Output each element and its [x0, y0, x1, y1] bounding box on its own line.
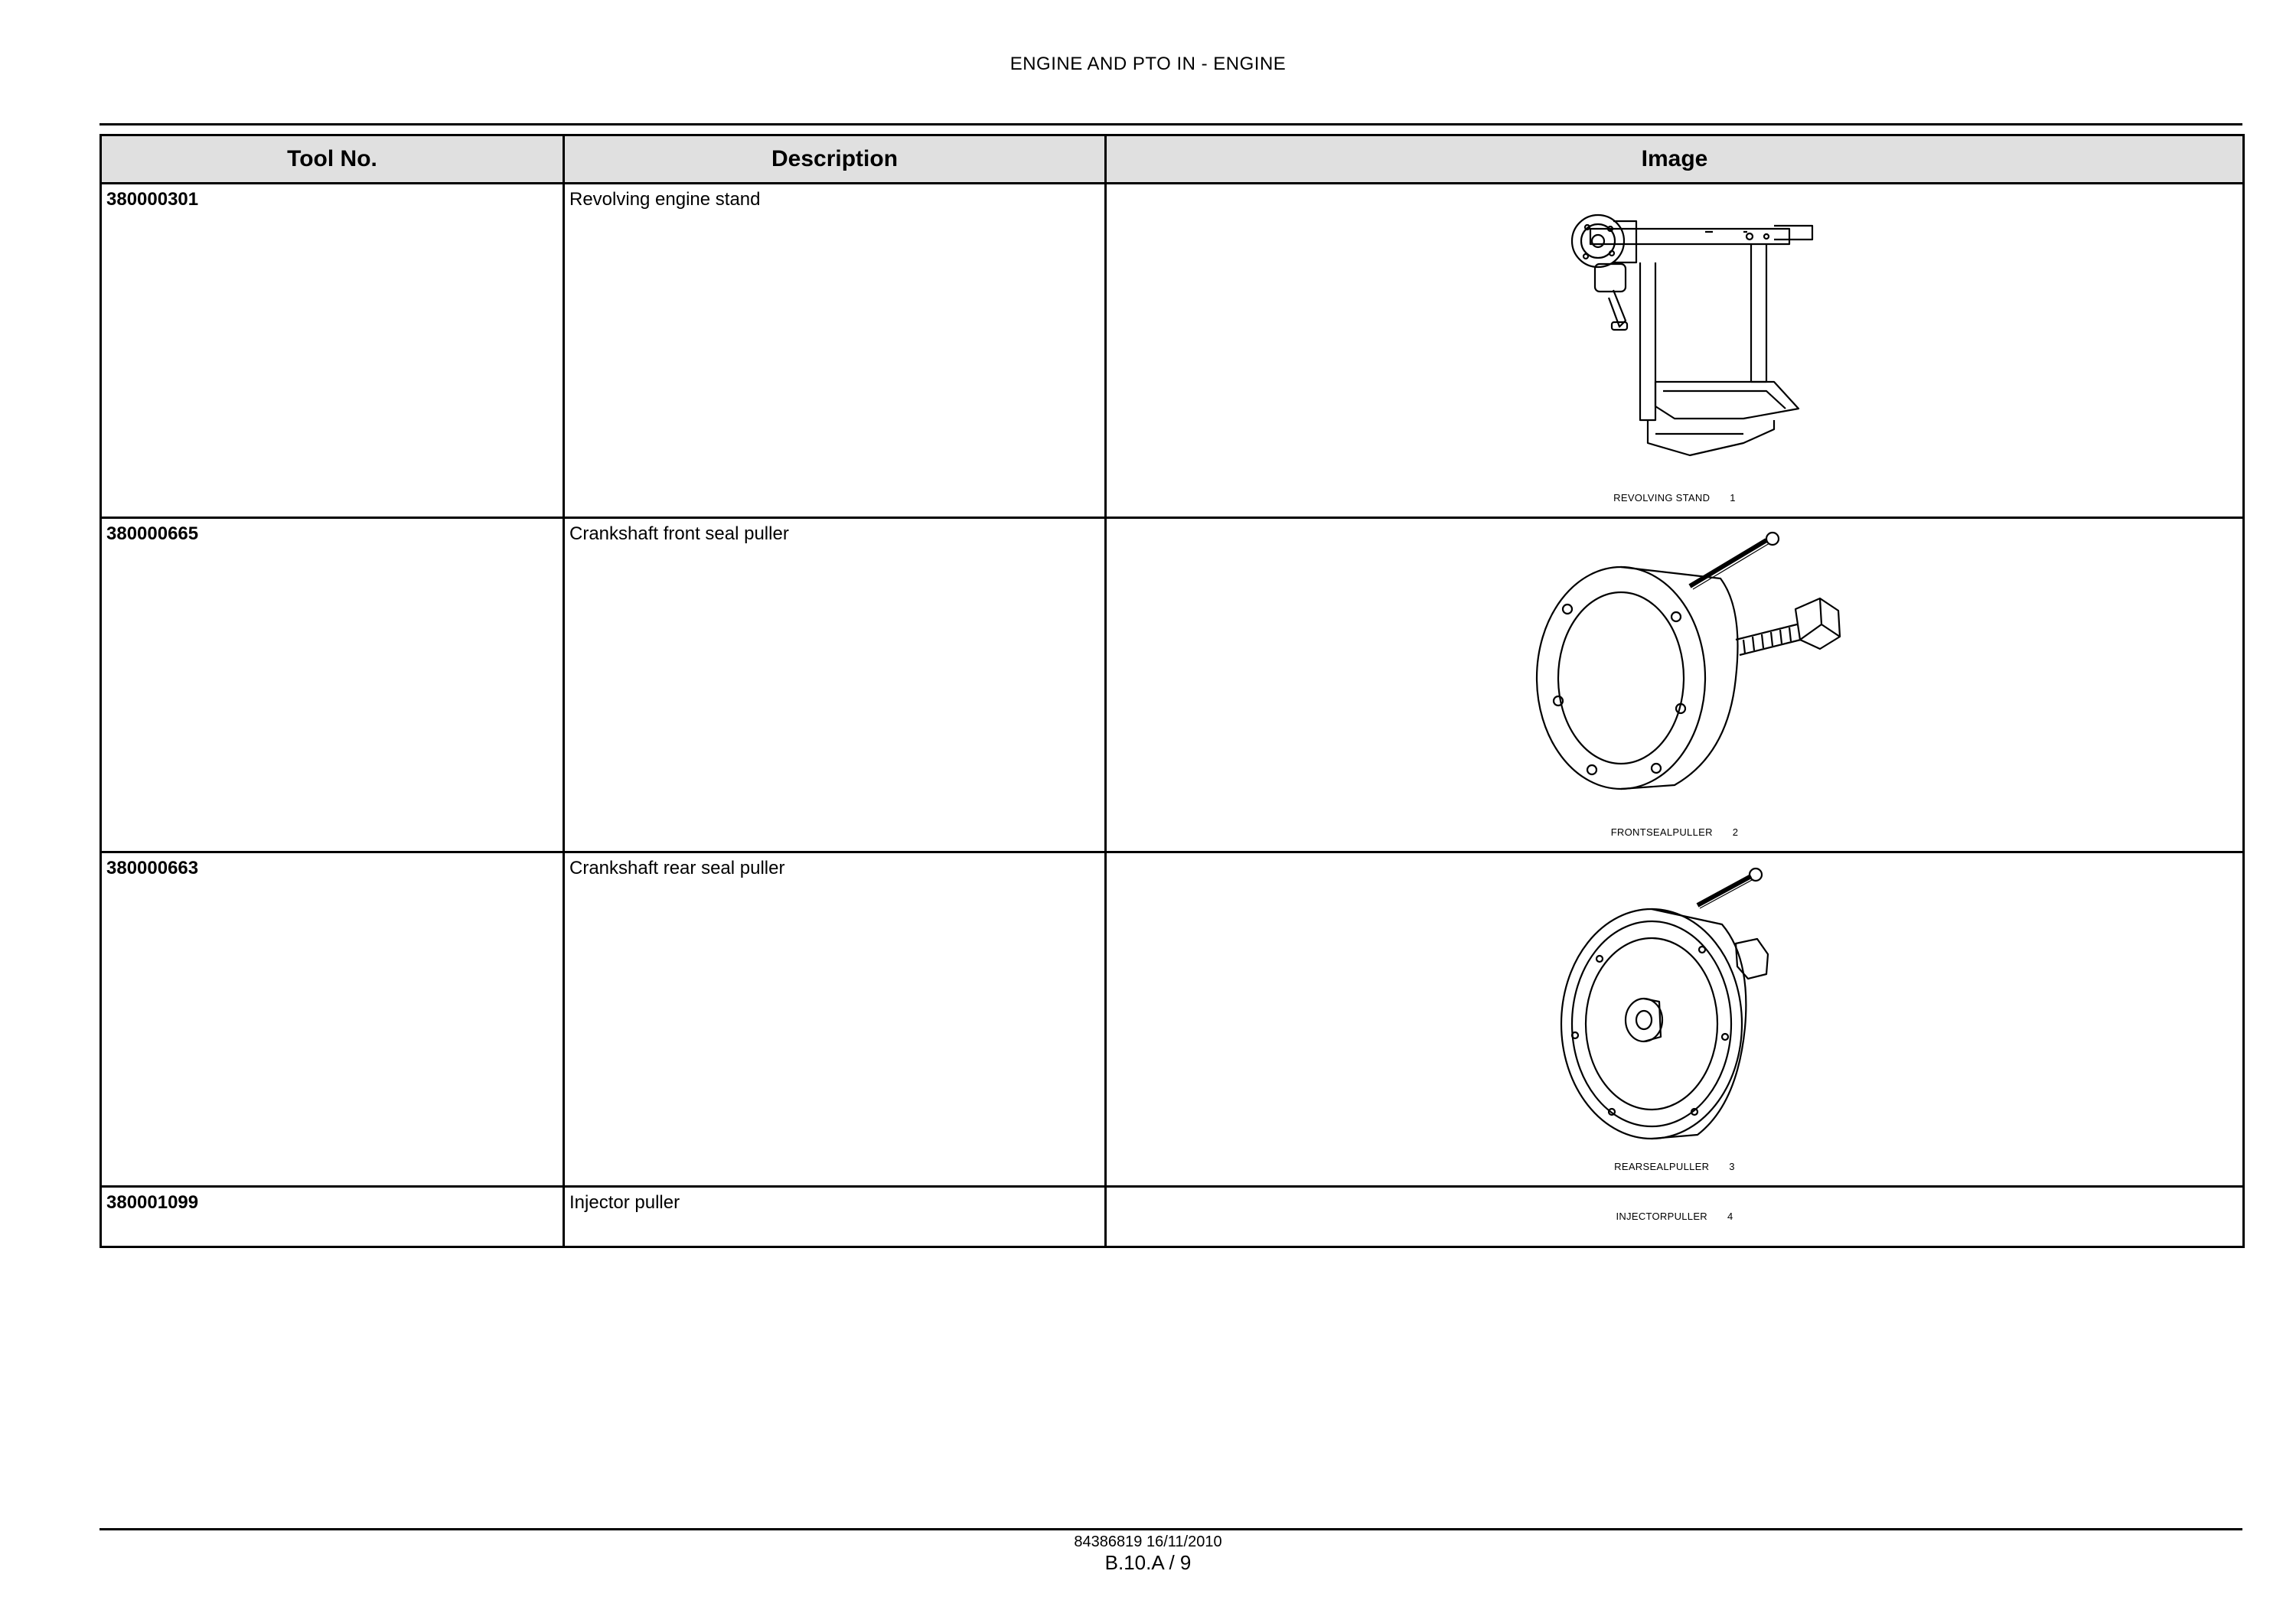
description-cell	[564, 1187, 1106, 1247]
rear-seal-puller-illustration	[1544, 859, 1805, 1142]
tool-description: Crankshaft front seal puller	[569, 523, 789, 544]
image-caption	[1107, 1211, 2242, 1222]
caption-text: REVOLVING STAND	[1613, 492, 1711, 504]
tool-number-cell	[101, 518, 564, 852]
description-cell	[564, 518, 1106, 852]
figure-number: 4	[1727, 1211, 1733, 1222]
table-row	[101, 518, 2244, 852]
tool-number: 380001099	[106, 1192, 199, 1213]
table-row	[101, 852, 2244, 1187]
table-header-row	[101, 135, 2244, 184]
image-cell	[1106, 184, 2244, 518]
tool-number-cell	[101, 184, 564, 518]
table-row	[101, 184, 2244, 518]
caption-text: INJECTORPULLER	[1616, 1211, 1707, 1222]
image-cell	[1106, 852, 2244, 1187]
tool-description: Crankshaft rear seal puller	[569, 858, 785, 878]
front-seal-puller-illustration	[1506, 525, 1843, 808]
figure-number: 3	[1729, 1161, 1735, 1172]
tool-number: 380000301	[106, 189, 199, 210]
document-code: 84386819 16/11/2010	[1074, 1533, 1222, 1550]
image-caption	[1107, 826, 2242, 838]
image-cell	[1106, 1187, 2244, 1247]
column-header-image: Image	[1106, 135, 2244, 184]
image-caption	[1107, 1161, 2242, 1172]
page-header-title: ENGINE AND PTO IN - ENGINE	[1009, 54, 1287, 74]
header-rule	[99, 123, 2242, 125]
tool-description: Injector puller	[569, 1192, 680, 1213]
table-row	[101, 1187, 2244, 1247]
figure-number: 1	[1730, 492, 1736, 504]
tool-number: 380000663	[106, 858, 199, 878]
figure-number: 2	[1732, 826, 1739, 838]
tool-number-cell	[101, 1187, 564, 1247]
description-cell	[564, 184, 1106, 518]
revolving-stand-illustration	[1514, 191, 1835, 481]
tool-number: 380000665	[106, 523, 199, 544]
tool-description: Revolving engine stand	[569, 189, 761, 210]
caption-text: REARSEALPULLER	[1614, 1161, 1710, 1172]
special-tools-table	[99, 134, 2245, 1248]
image-cell	[1106, 518, 2244, 852]
tool-number-cell	[101, 852, 564, 1187]
page-number: B.10.A / 9	[1104, 1551, 1192, 1574]
description-cell	[564, 852, 1106, 1187]
footer-rule	[99, 1528, 2242, 1530]
column-header-tool-no: Tool No.	[101, 135, 564, 184]
caption-text: FRONTSEALPULLER	[1610, 826, 1713, 838]
image-caption	[1107, 492, 2242, 504]
column-header-description: Description	[564, 135, 1106, 184]
